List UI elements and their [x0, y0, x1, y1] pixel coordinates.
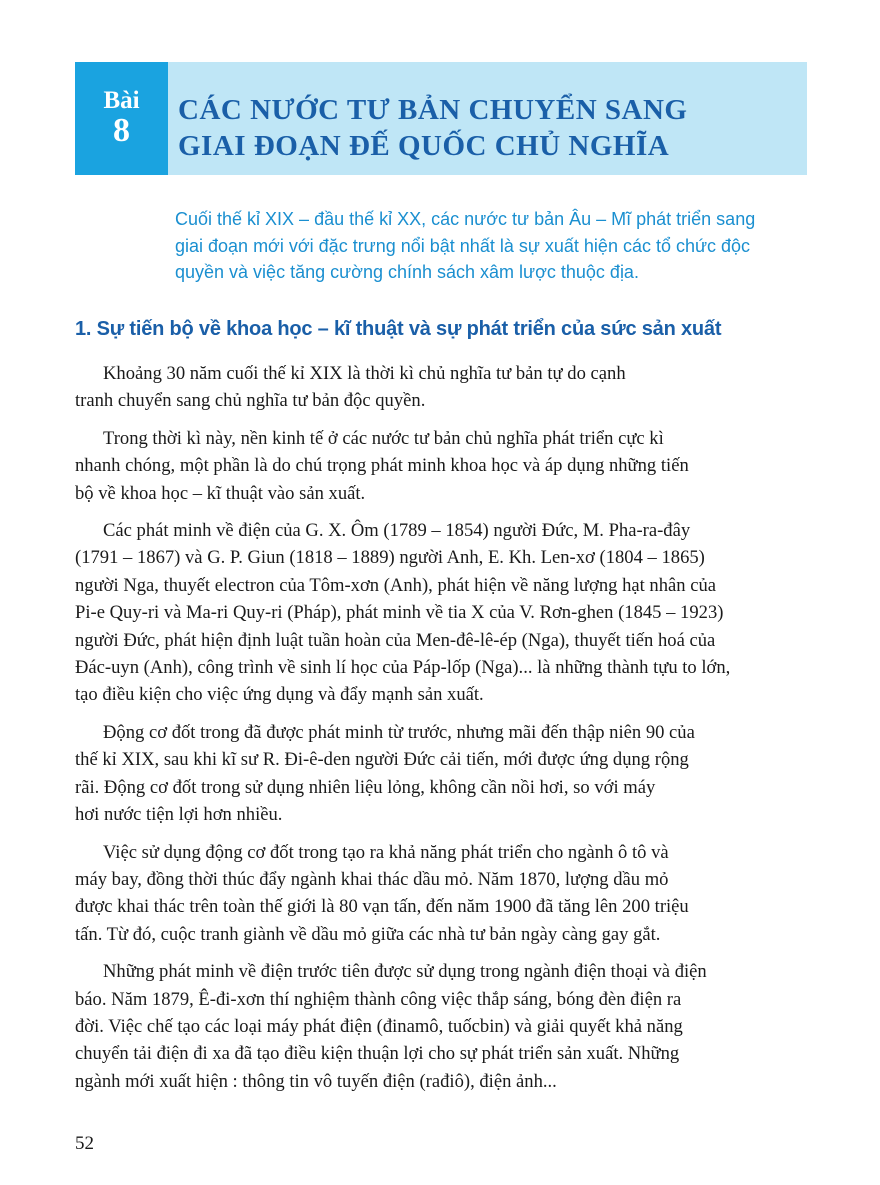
intro-line: quyền và việc tăng cường chính sách xâm lược thuộc địa. [175, 262, 639, 282]
paragraph [75, 360, 810, 415]
text-line: đời. Việc chế tạo các loại máy phát điện (đinamô, tuốcbin) và giải quyết khả năng [75, 1015, 683, 1037]
paragraph [75, 425, 810, 507]
lesson-title-line: CÁC NƯỚC TƯ BẢN CHUYỂN SANG [178, 94, 688, 126]
text-line: Những phát minh về điện trước tiên được sử dụng trong ngành điện thoại và điện [103, 961, 707, 983]
text-line: Việc sử dụng động cơ đốt trong tạo ra khả năng phát triển cho ngành ô tô và [103, 841, 669, 863]
intro-line: Cuối thế kỉ XIX – đầu thế kỉ XX, các nước tư bản Âu – Mĩ phát triển sang [175, 209, 756, 229]
text-line: Đác-uyn (Anh), công trình về sinh lí học của Páp-lốp (Nga)... là những thành tựu to lớn, [75, 657, 731, 679]
text-line: hơi nước tiện lợi hơn nhiều. [75, 804, 283, 826]
body-text [75, 360, 810, 1105]
page-number: 52 [75, 1133, 94, 1154]
text-line: người Đức, phát hiện định luật tuần hoàn của Men-đê-lê-ép (Nga), thuyết tiến hoá của [75, 629, 716, 651]
text-line: nhanh chóng, một phần là do chú trọng phát minh khoa học và áp dụng những tiến [75, 455, 689, 477]
text-line: Động cơ đốt trong đã được phát minh từ trước, nhưng mãi đến thập niên 90 của [103, 721, 695, 743]
lesson-intro [175, 206, 815, 286]
paragraph [75, 839, 810, 949]
lesson-title [178, 92, 798, 164]
intro-line: giai đoạn mới với đặc trưng nổi bật nhất là sự xuất hiện các tổ chức độc [175, 235, 751, 256]
text-line: người Nga, thuyết electron của Tôm-xơn (Anh), phát hiện về năng lượng hạt nhân của [75, 574, 717, 596]
text-line: được khai thác trên toàn thế giới là 80 vạn tấn, đến năm 1900 đã tăng lên 200 triệu [75, 896, 689, 918]
text-line: bộ về khoa học – kĩ thuật vào sản xuất. [75, 482, 366, 504]
paragraph [75, 958, 810, 1095]
text-line: báo. Năm 1879, Ê-đi-xơn thí nghiệm thành công việc thắp sáng, bóng đèn điện ra [75, 988, 682, 1010]
lesson-number-box [75, 62, 168, 175]
text-line: tấn. Từ đó, cuộc tranh giành về dầu mỏ giữa các nhà tư bản ngày càng gay gắt. [75, 923, 661, 945]
paragraph [75, 719, 810, 829]
text-line: thế kỉ XIX, sau khi kĩ sư R. Đi-ê-den người Đức cải tiến, mới được ứng dụng rộng [75, 749, 689, 771]
text-line: máy bay, đồng thời thúc đẩy ngành khai thác dầu mỏ. Năm 1870, lượng dầu mỏ [75, 868, 669, 890]
text-line: Các phát minh về điện của G. X. Ôm (1789 – 1854) người Đức, M. Pha-ra-đây [103, 520, 691, 542]
paragraph [75, 517, 810, 709]
text-line: rãi. Động cơ đốt trong sử dụng nhiên liệu lỏng, không cần nồi hơi, so với máy [75, 776, 656, 798]
text-line: tạo điều kiện cho việc ứng dụng và đẩy mạnh sản xuất. [75, 684, 484, 706]
text-line: ngành mới xuất hiện : thông tin vô tuyến điện (rađiô), điện ảnh... [75, 1070, 557, 1092]
text-line: Trong thời kì này, nền kinh tế ở các nước tư bản chủ nghĩa phát triển cực kì [103, 427, 664, 449]
lesson-header [75, 62, 807, 175]
text-line: Khoảng 30 năm cuối thế kỉ XIX là thời kì chủ nghĩa tư bản tự do cạnh [103, 363, 626, 384]
text-line: (1791 – 1867) và G. P. Giun (1818 – 1889) người Anh, E. Kh. Len-xơ (1804 – 1865) [75, 547, 705, 569]
section-heading: 1. Sự tiến bộ về khoa học – kĩ thuật và sự phát triển của sức sản xuất [75, 318, 722, 340]
text-line: Pi-e Quy-ri và Ma-ri Quy-ri (Pháp), phát minh về tia X của V. Rơn-ghen (1845 – 1923) [75, 602, 724, 624]
text-line: chuyển tải điện đi xa đã tạo điều kiện thuận lợi cho sự phát triển sản xuất. Những [75, 1043, 680, 1065]
lesson-title-line: GIAI ĐOẠN ĐẾ QUỐC CHỦ NGHĨA [178, 130, 670, 162]
text-line: tranh chuyển sang chủ nghĩa tư bản độc quyền. [75, 390, 426, 412]
lesson-number: 8 [113, 112, 130, 149]
lesson-label: Bài [103, 87, 140, 114]
